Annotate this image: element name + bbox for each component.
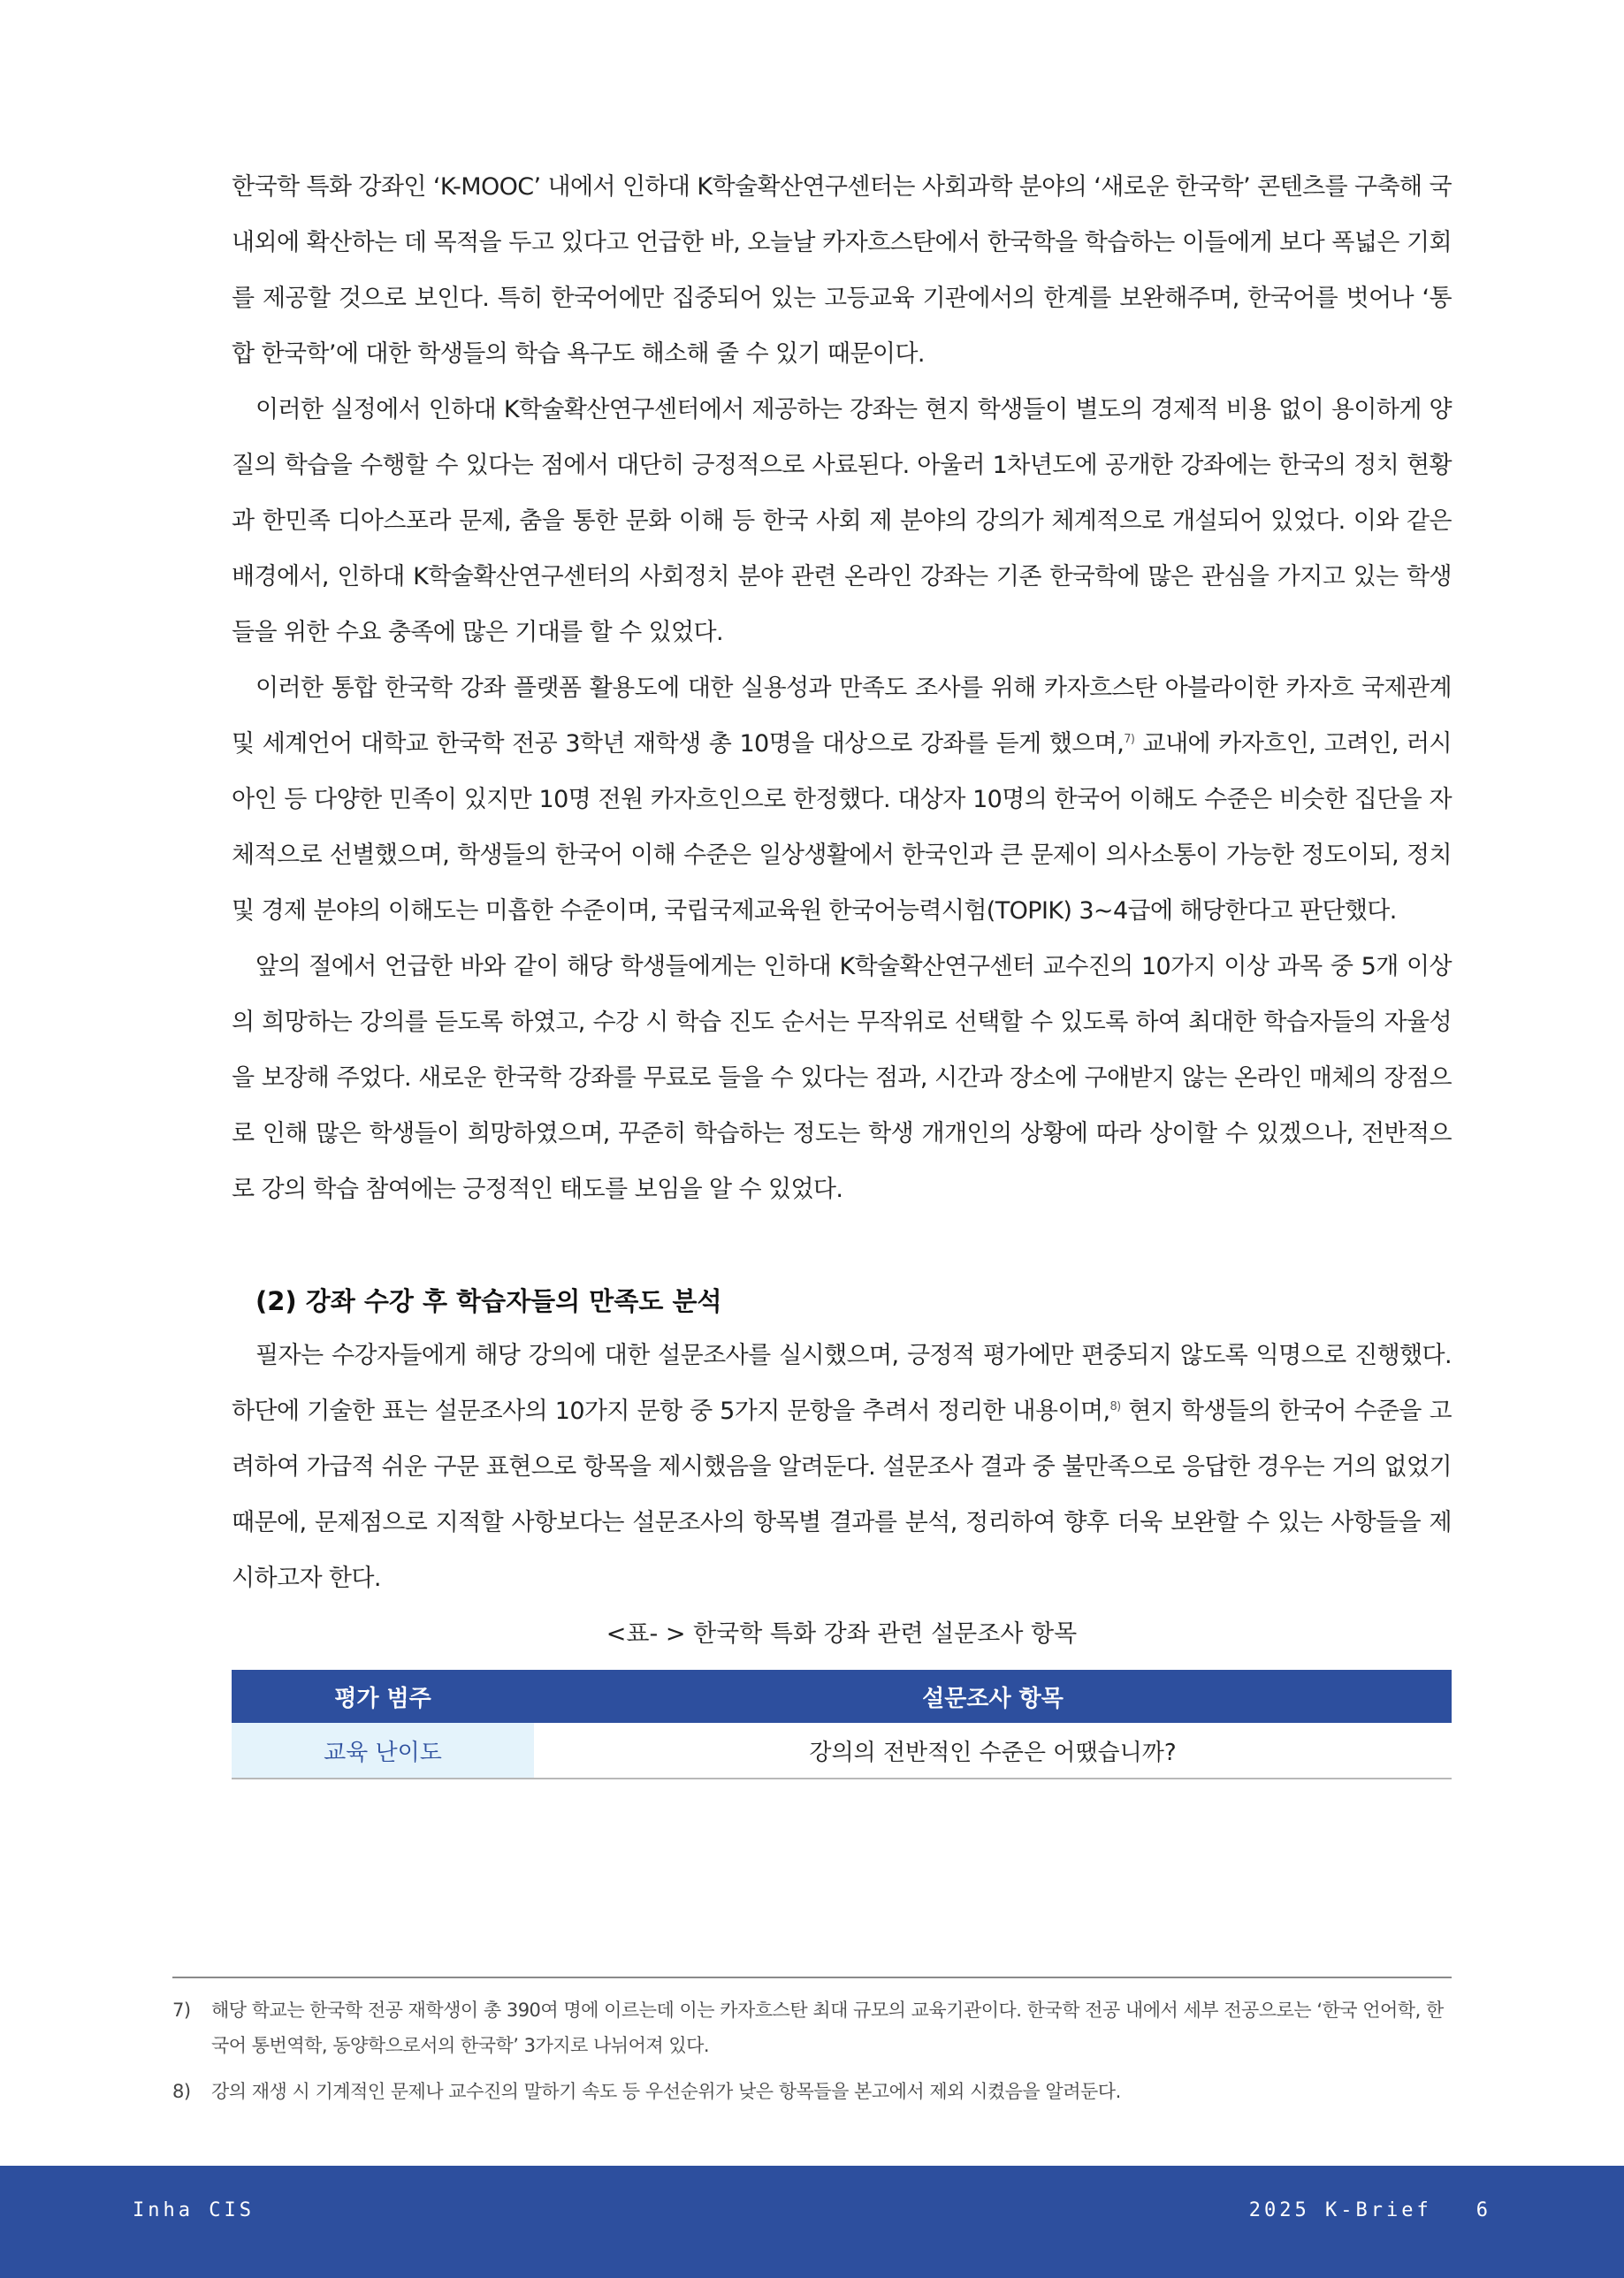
page-footer [0,2166,1624,2278]
paragraph-5 [232,1328,1452,1606]
footnote-8 [172,2074,1452,2109]
paragraph-5-text-b: 현지 학생들의 한국어 수준을 고려하여 가급적 쉬운 구문 표현으로 항목을 제시했음을 알려둔다. 설문조사 결과 중 불만족으로 응답한 경우는 거의 없었기 때문에, 문제점으로 지적할 사항보다는 설문조사의 항목별 결과를 분석, 정리하여 향후 더욱 보완할 수 있는 사항들을 제시하고자 한다. [232,1398,1452,1592]
paragraph-4: 앞의 절에서 언급한 바와 같이 해당 학생들에게는 인하대 K학술확산연구센터 교수진의 10가지 이상 과목 중 5개 이상의 희망하는 강의를 듣도록 하였고, 수강 시 학습 진도 순서는 무작위로 선택할 수 있도록 하여 최대한 학습자들의 자율성을 보장해 주었다. 새로운 한국학 강좌를 무료로 들을 수 있다는 점과, 시간과 장소에 구애받지 않는 온라인 매체의 장점으로 인해 많은 학생들이 희망하였으며, 꾸준히 학습하는 정도는 학생 개개인의 상황에 따라 상이할 수 있겠으나, 전반적으로 강의 학습 참여에는 긍정적인 태도를 보임을 알 수 있었다. [232,953,1452,1203]
table-header-row [232,1670,1452,1723]
section-heading: (2) 강좌 수강 후 학습자들의 만족도 분석 [255,1286,722,1316]
footnote-number: 7) [172,2000,191,2021]
paragraph-3-text-b: 교내에 카자흐인, 고려인, 러시아인 등 다양한 민족이 있지만 10명 전원 카자흐인으로 한정했다. 대상자 10명의 한국어 이해도 수준은 비슷한 집단을 자체적으로 선별했으며, 학생들의 한국어 이해 수준은 일상생활에서 한국인과 큰 문제이 의사소통이 가능한 정도이되, 정치 및 경제 분야의 이해도는 미흡한 수준이며, 국립국제교육원 한국어능력시험(TOPIK) 3~4급에 해당한다고 판단했다. [232,730,1452,925]
footnotes [172,1977,1452,2109]
paragraph-1: 한국학 특화 강좌인 ‘K-MOOC’ 내에서 인하대 K학술확산연구센터는 사회과학 분야의 ‘새로운 한국학’ 콘텐츠를 구축해 국내외에 확산하는 데 목적을 두고 있다고 언급한 바, 오늘날 카자흐스탄에서 한국학을 학습하는 이들에게 보다 폭넓은 기회를 제공할 것으로 보인다. 특히 한국어에만 집중되어 있는 고등교육 기관에서의 한계를 보완해주며, 한국어를 벗어나 ‘통합 한국학’에 대한 학생들의 학습 욕구도 해소해 줄 수 있기 때문이다. [232,173,1452,368]
page-number: 6 [1475,2199,1491,2221]
table-header-category: 평가 범주 [232,1670,534,1723]
table-row [232,1723,1452,1779]
table-caption: <표- > 한국학 특화 강좌 관련 설문조사 항목 [606,1620,1078,1648]
table-header-item: 설문조사 항목 [534,1670,1452,1723]
footnote-text: 해당 학교는 한국학 전공 재학생이 총 390여 명에 이르는데 이는 카자흐스탄 최대 규모의 교육기관이다. 한국학 전공 내에서 세부 전공으로는 ‘한국 언어학, 한국어 통번역학, 동양학으로서의 한국학’ 3가지로 나뉘어져 있다. [211,2000,1444,2056]
table-cell-category: 교육 난이도 [232,1723,534,1779]
paragraph-5-text-a: 필자는 수강자들에게 해당 강의에 대한 설문조사를 실시했으며, 긍정적 평가에만 편중되지 않도록 익명으로 진행했다. 하단에 기술한 표는 설문조사의 10가지 문항 중 5가지 문항을 추려서 정리한 내용이며, [232,1342,1452,1425]
main-content [232,159,1452,1779]
paragraph-3-text-a: 이러한 통합 한국학 강좌 플랫폼 활용도에 대한 실용성과 만족도 조사를 위해 카자흐스탄 아블라이한 카자흐 국제관계 및 세계언어 대학교 한국학 전공 3학년 재학생 총 10명을 대상으로 강좌를 듣게 했으며, [232,674,1452,758]
footnote-number: 8) [172,2081,191,2102]
survey-table [232,1670,1452,1779]
footnote-7 [172,1992,1452,2063]
footer-publisher: Inha CIS [133,2199,255,2221]
footnote-ref-8[interactable]: 8) [1109,1400,1121,1413]
footnote-text: 강의 재생 시 기계적인 문제나 교수진의 말하기 속도 등 우선순위가 낮은 항목들을 본고에서 제외 시켰음을 알려둔다. [211,2081,1121,2102]
footer-title: 2025 K-Brief [1248,2199,1432,2221]
paragraph-2: 이러한 실정에서 인하대 K학술확산연구센터에서 제공하는 강좌는 현지 학생들이 별도의 경제적 비용 없이 용이하게 양질의 학습을 수행할 수 있다는 점에서 대단히 긍정적으로 사료된다. 아울러 1차년도에 공개한 강좌에는 한국의 정치 현황과 한민족 디아스포라 문제, 춤을 통한 문화 이해 등 한국 사회 제 분야의 강의가 체계적으로 개설되어 있었다. 이와 같은 배경에서, 인하대 K학술확산연구센터의 사회정치 분야 관련 온라인 강좌는 기존 한국학에 많은 관심을 가지고 있는 학생들을 위한 수요 충족에 많은 기대를 할 수 있었다. [232,396,1452,646]
table-cell-item: 강의의 전반적인 수준은 어땠습니까? [534,1723,1452,1779]
paragraph-3 [232,660,1452,939]
footer-right [1249,2199,1491,2221]
footnote-ref-7[interactable]: 7) [1124,733,1135,746]
